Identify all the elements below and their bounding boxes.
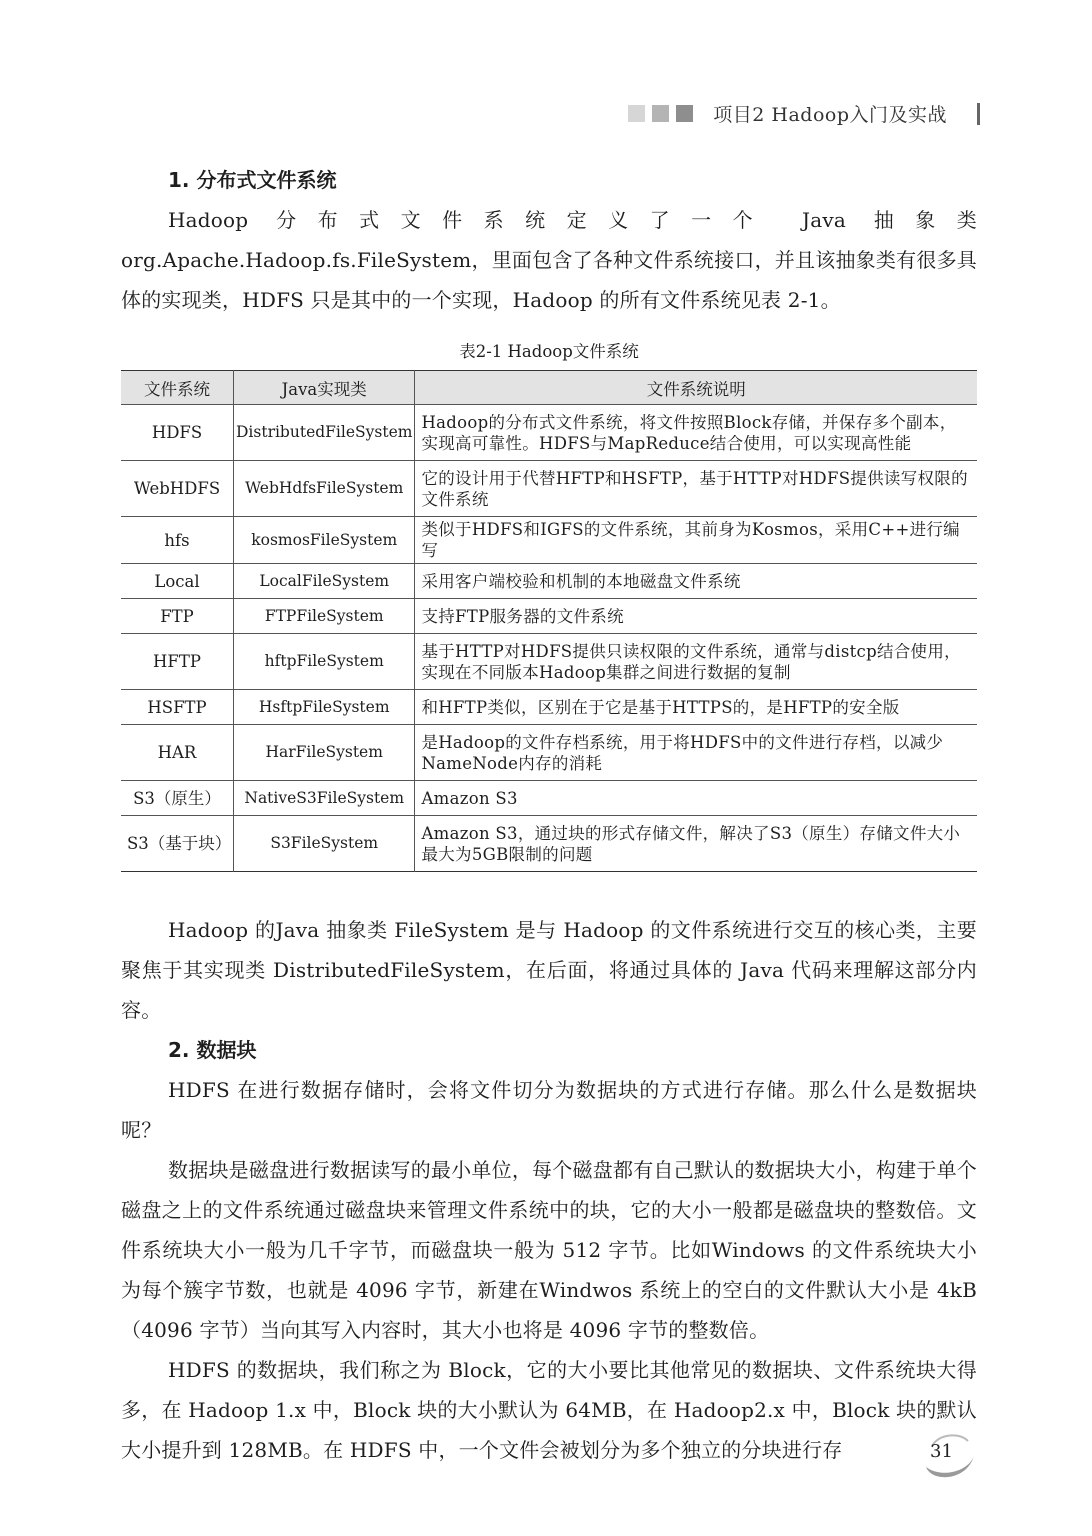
- cell-description: Amazon S3，通过块的形式存储文件，解决了S3（原生）存储文件大小最大为5GB限制的问题: [415, 816, 977, 872]
- cell-description: 采用客户端校验和机制的本地磁盘文件系统: [415, 564, 977, 599]
- column-header: Java实现类: [234, 371, 415, 405]
- filesystem-table: [121, 370, 977, 872]
- table-header-row: [121, 371, 977, 405]
- cell-description: 它的设计用于代替HFTP和HSFTP，基于HTTP对HDFS提供读写权限的文件系统: [415, 461, 977, 517]
- cell-java-class: WebHdfsFileSystem: [234, 461, 415, 517]
- table-row: [121, 781, 977, 816]
- column-header: 文件系统: [121, 371, 234, 405]
- cell-java-class: S3FileSystem: [234, 816, 415, 872]
- cell-filesystem: FTP: [121, 599, 234, 634]
- cell-filesystem: S3（基于块）: [121, 816, 234, 872]
- cell-filesystem: HAR: [121, 725, 234, 781]
- header-bar: [977, 103, 980, 125]
- paragraph-block-definition: 数据块是磁盘进行数据读写的最小单位，每个磁盘都有自己默认的数据块大小，构建于单个磁盘之上的文件系统通过磁盘块来管理文件系统中的块，它的大小一般都是磁盘块的整数倍。文件系统块大小一般为几千字节，而磁盘块一般为 512 字节。比如Windows 的文件系统块大小为每个簇字节数，也就是 4096 字节，新建在Windwos 系统上的空白的文件默认大小是 4kB（4096 字节）当向其写入内容时，其大小也将是 4096 字节的整数倍。: [121, 1158, 977, 1342]
- cell-description: 基于HTTP对HDFS提供只读权限的文件系统，通常与distcp结合使用，实现在不同版本Hadoop集群之间进行数据的复制: [415, 634, 977, 690]
- cell-java-class: DistributedFileSystem: [234, 405, 415, 461]
- cell-description: 支持FTP服务器的文件系统: [415, 599, 977, 634]
- table-row: [121, 599, 977, 634]
- cell-java-class: kosmosFileSystem: [234, 517, 415, 564]
- header-square-dark: [676, 105, 693, 122]
- cell-filesystem: hfs: [121, 517, 234, 564]
- cell-description: 类似于HDFS和IGFS的文件系统，其前身为Kosmos，采用C++进行编写: [415, 517, 977, 564]
- cell-filesystem: S3（原生）: [121, 781, 234, 816]
- table-row: [121, 816, 977, 872]
- section-heading-2: 2. 数据块: [168, 1038, 257, 1062]
- cell-filesystem: WebHDFS: [121, 461, 234, 517]
- running-header: [628, 100, 980, 127]
- header-square-light: [628, 105, 645, 122]
- table-row: [121, 517, 977, 564]
- table-row: [121, 461, 977, 517]
- cell-description: 和HFTP类似，区别在于它是基于HTTPS的，是HFTP的安全版: [415, 690, 977, 725]
- cell-java-class: FTPFileSystem: [234, 599, 415, 634]
- page-number: 31: [930, 1441, 953, 1462]
- cell-filesystem: HDFS: [121, 405, 234, 461]
- table-row: [121, 564, 977, 599]
- paragraph-hdfs-block: HDFS 的数据块，我们称之为 Block，它的大小要比其他常见的数据块、文件系统块大得多，在 Hadoop 1.x 中，Block 块的大小默认为 64MB，在 Hadoop2.x 中，Block 块的默认大小提升到 128MB。在 HDFS 中，一个文件会被划分为多个独立的分块进行存: [121, 1358, 977, 1462]
- cell-java-class: NativeS3FileSystem: [234, 781, 415, 816]
- header-title: 项目2 Hadoop入门及实战: [713, 104, 947, 126]
- section-heading-1: 1. 分布式文件系统: [168, 168, 337, 192]
- cell-java-class: LocalFileSystem: [234, 564, 415, 599]
- cell-filesystem: HSFTP: [121, 690, 234, 725]
- header-square-mid: [652, 105, 669, 122]
- paragraph-filesystem-class: Hadoop 的Java 抽象类 FileSystem 是与 Hadoop 的文件系统进行交互的核心类，主要聚焦于其实现类 DistributedFileSystem，在后面，将通过具体的 Java 代码来理解这部分内容。: [121, 918, 977, 1022]
- table-row: [121, 725, 977, 781]
- column-header: 文件系统说明: [415, 371, 977, 405]
- table-row: [121, 634, 977, 690]
- page-content: [121, 160, 977, 1470]
- table-row: [121, 690, 977, 725]
- cell-description: Hadoop的分布式文件系统，将文件按照Block存储，并保存多个副本，实现高可靠性。HDFS与MapReduce结合使用，可以实现高性能: [415, 405, 977, 461]
- cell-description: 是Hadoop的文件存档系统，用于将HDFS中的文件进行存档，以减少NameNode内存的消耗: [415, 725, 977, 781]
- cell-java-class: HsftpFileSystem: [234, 690, 415, 725]
- paragraph-block-question: HDFS 在进行数据存储时，会将文件切分为数据块的方式进行存储。那么什么是数据块呢？: [121, 1078, 977, 1142]
- paragraph-intro: Hadoop 分布式文件系统定义了一个 Java 抽象类 org.Apache.Hadoop.fs.FileSystem，里面包含了各种文件系统接口，并且该抽象类有很多具体的实现类，HDFS 只是其中的一个实现，Hadoop 的所有文件系统见表 2-1。: [121, 208, 977, 312]
- cell-filesystem: Local: [121, 564, 234, 599]
- cell-java-class: hftpFileSystem: [234, 634, 415, 690]
- table-caption: 表2-1 Hadoop文件系统: [459, 342, 639, 361]
- cell-description: Amazon S3: [415, 781, 977, 816]
- table-row: [121, 405, 977, 461]
- page-number-badge: [918, 1425, 978, 1485]
- cell-filesystem: HFTP: [121, 634, 234, 690]
- cell-java-class: HarFileSystem: [234, 725, 415, 781]
